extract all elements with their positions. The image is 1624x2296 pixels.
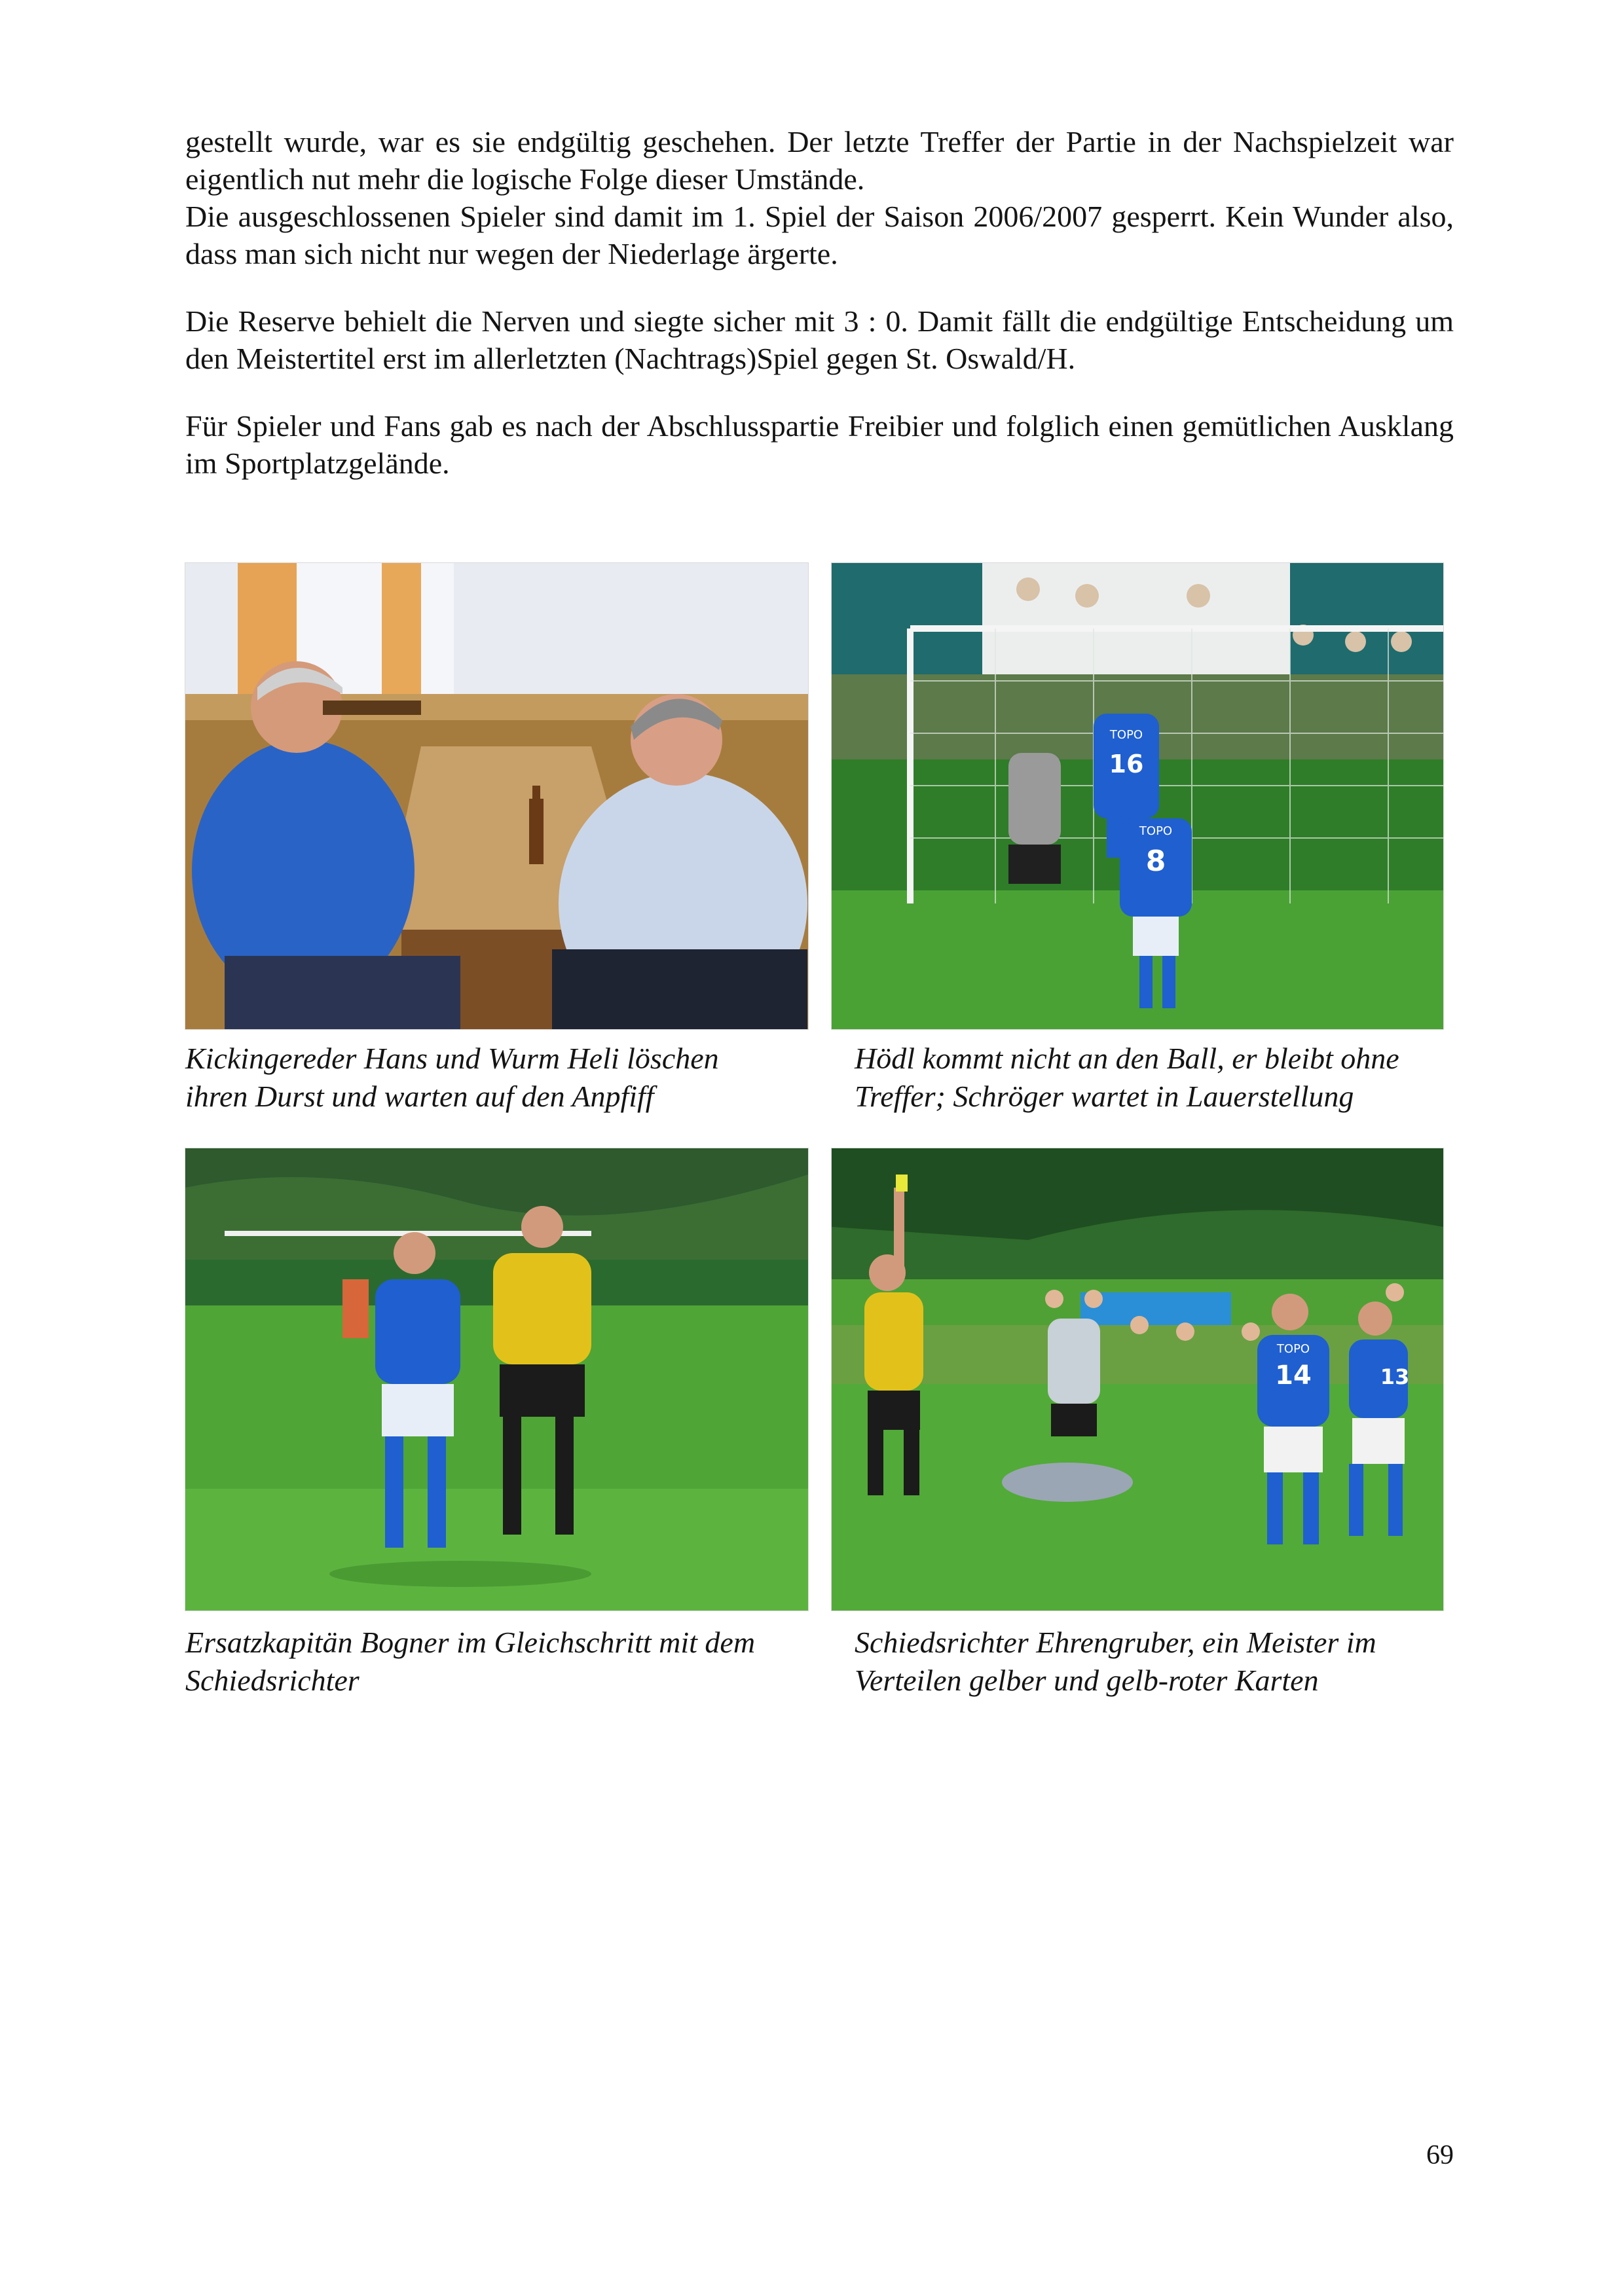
paragraph-2: Die ausgeschlossenen Spieler sind damit im 1. Spiel der Saison 2006/2007 gesperrt. Kein Wunder also, dass man sich nicht nur wegen der Niederlage ärgerte. xyxy=(185,200,1454,270)
paragraph-4: Für Spieler und Fans gab es nach der Abschlusspartie Freibier und folglich einen gemütlichen Ausklang im Sportplatzgelände. xyxy=(185,409,1454,480)
caption-line: Schiedsrichter xyxy=(185,1664,360,1697)
photo-captain-with-referee xyxy=(185,1148,808,1611)
caption-line: Schiedsrichter Ehrengruber, ein Meister im xyxy=(855,1626,1376,1659)
caption-line: Kickingereder Hans und Wurm Heli löschen xyxy=(185,1042,719,1075)
photo-caption-4 xyxy=(855,1624,1457,1700)
photo-caption-2 xyxy=(855,1040,1457,1116)
page-number: 69 xyxy=(1426,2140,1454,2170)
caption-line: Ersatzkapitän Bogner im Gleichschritt mit dem xyxy=(185,1626,756,1659)
paragraph-1: gestellt wurde, war es sie endgültig geschehen. Der letzte Treffer der Partie in der Nachspielzeit war eigentlich nut mehr die logische Folge dieser Umstände. xyxy=(185,125,1454,196)
photo-caption-1 xyxy=(185,1040,807,1116)
jersey-number-8: 8 xyxy=(1145,845,1166,878)
photo-goal-scene xyxy=(832,563,1443,1029)
paragraph-3: Die Reserve behielt die Nerven und siegte sicher mit 3 : 0. Damit fällt die endgültige Entscheidung um den Meistertitel erst im allerletzten (Nachtrags)Spiel gegen St. Oswald/H. xyxy=(185,304,1454,375)
jersey-number-13: 13 xyxy=(1380,1364,1410,1389)
jersey-sponsor-2: TOPO xyxy=(1139,824,1173,838)
jersey-number-14: 14 xyxy=(1275,1360,1312,1391)
caption-line: ihren Durst und warten auf den Anpfiff xyxy=(185,1080,654,1113)
photo-drinking-at-table xyxy=(185,563,808,1029)
jersey-sponsor-3: TOPO xyxy=(1276,1342,1310,1356)
caption-line: Hödl kommt nicht an den Ball, er bleibt ohne xyxy=(855,1042,1399,1075)
photo-caption-3 xyxy=(185,1624,814,1700)
caption-line: Treffer; Schröger wartet in Lauerstellung xyxy=(855,1080,1354,1113)
caption-line: Verteilen gelber und gelb-roter Karten xyxy=(855,1664,1319,1697)
jersey-number-16: 16 xyxy=(1109,750,1144,778)
jersey-sponsor-1: TOPO xyxy=(1109,728,1143,742)
body-text xyxy=(185,123,1454,482)
photo-referee-showing-card xyxy=(832,1148,1443,1611)
